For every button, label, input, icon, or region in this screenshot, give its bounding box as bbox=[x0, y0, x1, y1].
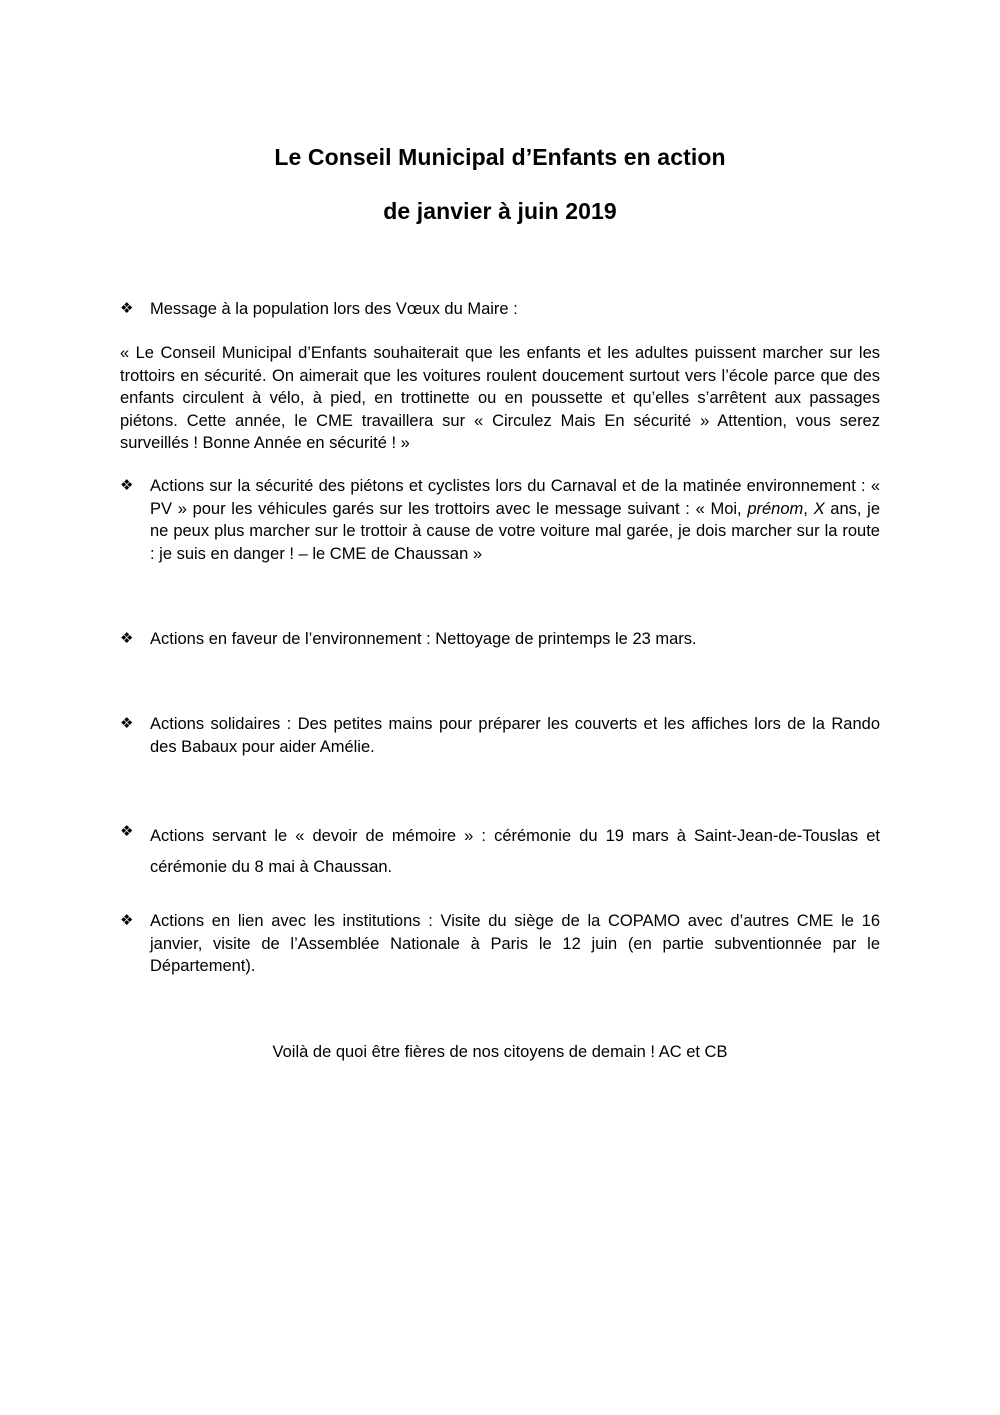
text-part: Actions sur la sécurité des piétons et cyclistes lors du Carnaval et de la matinée environnement : « PV » pour les véhicules garés sur les trottoirs avec le message suivant : « Moi, bbox=[150, 477, 880, 518]
diamond-bullet-icon: ❖ bbox=[120, 715, 134, 732]
bullet-item-institutions bbox=[120, 910, 880, 978]
bullet-item-memoire bbox=[120, 821, 880, 883]
diamond-bullet-icon: ❖ bbox=[120, 912, 134, 929]
diamond-bullet-icon: ❖ bbox=[120, 630, 134, 647]
quote-paragraph bbox=[120, 342, 880, 455]
bullet-text: Actions en faveur de l’environnement : Nettoyage de printemps le 23 mars. bbox=[150, 630, 697, 648]
italic-text: prénom bbox=[747, 499, 804, 518]
bullet-text: Actions servant le « devoir de mémoire » : cérémonie du 19 mars à Saint-Jean-de-Touslas et cérémonie du 8 mai à Chaussan. bbox=[150, 827, 880, 876]
diamond-bullet-icon: ❖ bbox=[120, 300, 134, 317]
text-part: ans, je ne peux plus marcher sur le trottoir à cause de votre voiture mal garée, je dois marcher sur la route : je suis en danger ! – le CME de Chaussan » bbox=[150, 499, 880, 563]
closing-line: Voilà de quoi être fières de nos citoyens de demain ! AC et CB bbox=[272, 1043, 728, 1061]
bullet-item-environnement bbox=[120, 628, 880, 651]
bullet-item-solidaires bbox=[120, 713, 880, 758]
diamond-bullet-icon: ❖ bbox=[120, 823, 134, 840]
bullet-item-voeux bbox=[120, 298, 880, 321]
diamond-bullet-icon: ❖ bbox=[120, 477, 134, 494]
bullet-item-securite bbox=[120, 475, 880, 565]
bullet-text: Message à la population lors des Vœux du Maire : bbox=[150, 300, 518, 318]
bullet-text bbox=[150, 475, 880, 565]
quote-text: « Le Conseil Municipal d’Enfants souhaiterait que les enfants et les adultes puissent marcher sur les trottoirs en sécurité. On aimerait que les voitures roulent doucement surtout vers l’école parce que des enfants circulent à vélo, à pied, en trottinette ou en poussette et qu’elles s’arrêtent aux passages piétons. Cette année, le CME travaillera sur « Circulez Mais En sécurité » Attention, vous serez surveillés ! Bonne Année en sécurité ! » bbox=[120, 344, 880, 452]
title-line-1: Le Conseil Municipal d’Enfants en action bbox=[274, 144, 726, 170]
title-line-2: de janvier à juin 2019 bbox=[383, 198, 617, 224]
italic-text: X bbox=[813, 499, 825, 518]
bullet-text: Actions en lien avec les institutions : Visite du siège de la COPAMO avec d’autres CME le 16 janvier, visite de l’Assemblée Nationale à Paris le 12 juin (en partie subventionnée par le Département). bbox=[150, 912, 880, 975]
text-part: , bbox=[803, 499, 814, 518]
bullet-text: Actions solidaires : Des petites mains pour préparer les couverts et les affiches lors de la Rando des Babaux pour aider Amélie. bbox=[150, 715, 880, 756]
